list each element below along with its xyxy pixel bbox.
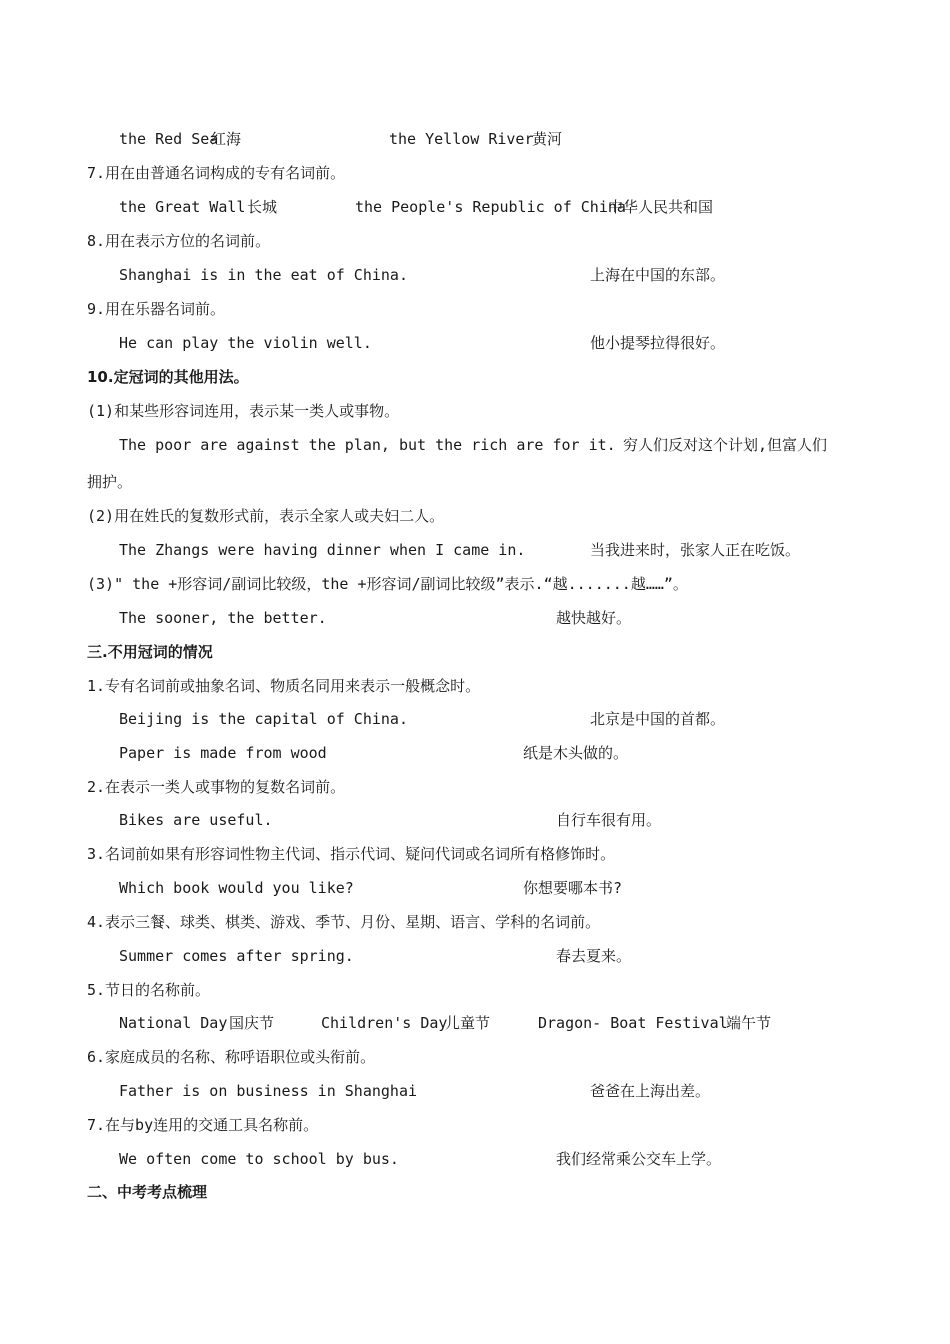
example-en: the Yellow River <box>389 130 534 148</box>
example-zh: 他小提琴拉得很好。 <box>590 334 726 352</box>
example-en: Bikes are useful. <box>119 811 273 829</box>
example-zh: 我们经常乘公交车上学。 <box>556 1150 722 1168</box>
section-heading: 10.定冠词的其他用法。 <box>87 368 249 386</box>
example-zh: 当我进来时，张家人正在吃饭。 <box>590 541 801 559</box>
rule-item: 2.在表示一类人或事物的复数名词前。 <box>87 778 346 796</box>
example-en: National Day <box>119 1014 228 1032</box>
example-zh: 儿童节 <box>445 1014 491 1032</box>
example-en: The sooner, the better. <box>119 609 327 627</box>
rule-item: 7.在与by连用的交通工具名称前。 <box>87 1116 319 1134</box>
rule-item: 8.用在表示方位的名词前。 <box>87 232 271 250</box>
example-en: Paper is made from wood <box>119 744 327 762</box>
example-zh: 自行车很有用。 <box>556 811 662 829</box>
example-zh: 长城 <box>247 198 278 216</box>
example-zh: 春去夏来。 <box>556 947 632 965</box>
example-zh: 端午节 <box>726 1014 772 1032</box>
rule-item: 6.家庭成员的名称、称呼语职位或头衔前。 <box>87 1048 376 1066</box>
example-en: Dragon- Boat Festival <box>538 1014 728 1032</box>
example-en: The poor are against the plan, but the rich are for it. <box>119 436 616 454</box>
example-zh: 国庆节 <box>229 1014 275 1032</box>
example-en: The Zhangs were having dinner when I came in. <box>119 541 526 559</box>
rule-item: (2)用在姓氏的复数形式前，表示全家人或夫妇二人。 <box>87 507 445 525</box>
example-zh: 红海 <box>211 130 242 148</box>
example-zh-continued: 拥护。 <box>87 473 133 491</box>
example-en: We often come to school by bus. <box>119 1150 399 1168</box>
rule-item: 3.名词前如果有形容词性物主代词、指示代词、疑问代词或名词所有格修饰时。 <box>87 845 616 863</box>
example-zh: 黄河 <box>532 130 563 148</box>
rule-item: (3)" the +形容词/副词比较级，the +形容词/副词比较级”表示.“越.......越……”。 <box>87 575 688 593</box>
example-zh: 北京是中国的首都。 <box>590 710 726 728</box>
example-zh: 纸是木头做的。 <box>523 744 629 762</box>
rule-item: 7.用在由普通名词构成的专有名词前。 <box>87 164 346 182</box>
example-zh: 中华人民共和国 <box>608 198 714 216</box>
example-en: Shanghai is in the eat of China. <box>119 266 408 284</box>
example-en: Beijing is the capital of China. <box>119 710 408 728</box>
rule-item: 9.用在乐器名词前。 <box>87 300 226 318</box>
section-heading: 三.不用冠词的情况 <box>87 643 213 661</box>
section-heading: 二、中考考点梳理 <box>87 1183 208 1201</box>
example-en: the Red Sea <box>119 130 219 148</box>
example-zh: 爸爸在上海出差。 <box>590 1082 711 1100</box>
example-en: Children's Day <box>321 1014 448 1032</box>
example-en: the Great Wall <box>119 198 246 216</box>
example-en: Summer comes after spring. <box>119 947 354 965</box>
rule-item: 1.专有名词前或抽象名词、物质名同用来表示一般概念时。 <box>87 677 481 695</box>
example-en: Father is on business in Shanghai <box>119 1082 418 1100</box>
example-zh: 你想要哪本书? <box>523 879 623 897</box>
rule-item: 4.表示三餐、球类、棋类、游戏、季节、月份、星期、语言、学科的名词前。 <box>87 913 601 931</box>
example-zh: 越快越好。 <box>556 609 632 627</box>
example-zh: 上海在中国的东部。 <box>590 266 726 284</box>
example-zh: 穷人们反对这个计划,但富人们 <box>623 436 828 454</box>
example-en: Which book would you like? <box>119 879 354 897</box>
rule-item: 5.节日的名称前。 <box>87 981 211 999</box>
example-en: He can play the violin well. <box>119 334 372 352</box>
example-en: the People's Republic of China <box>355 198 626 216</box>
rule-item: (1)和某些形容词连用，表示某一类人或事物。 <box>87 402 400 420</box>
